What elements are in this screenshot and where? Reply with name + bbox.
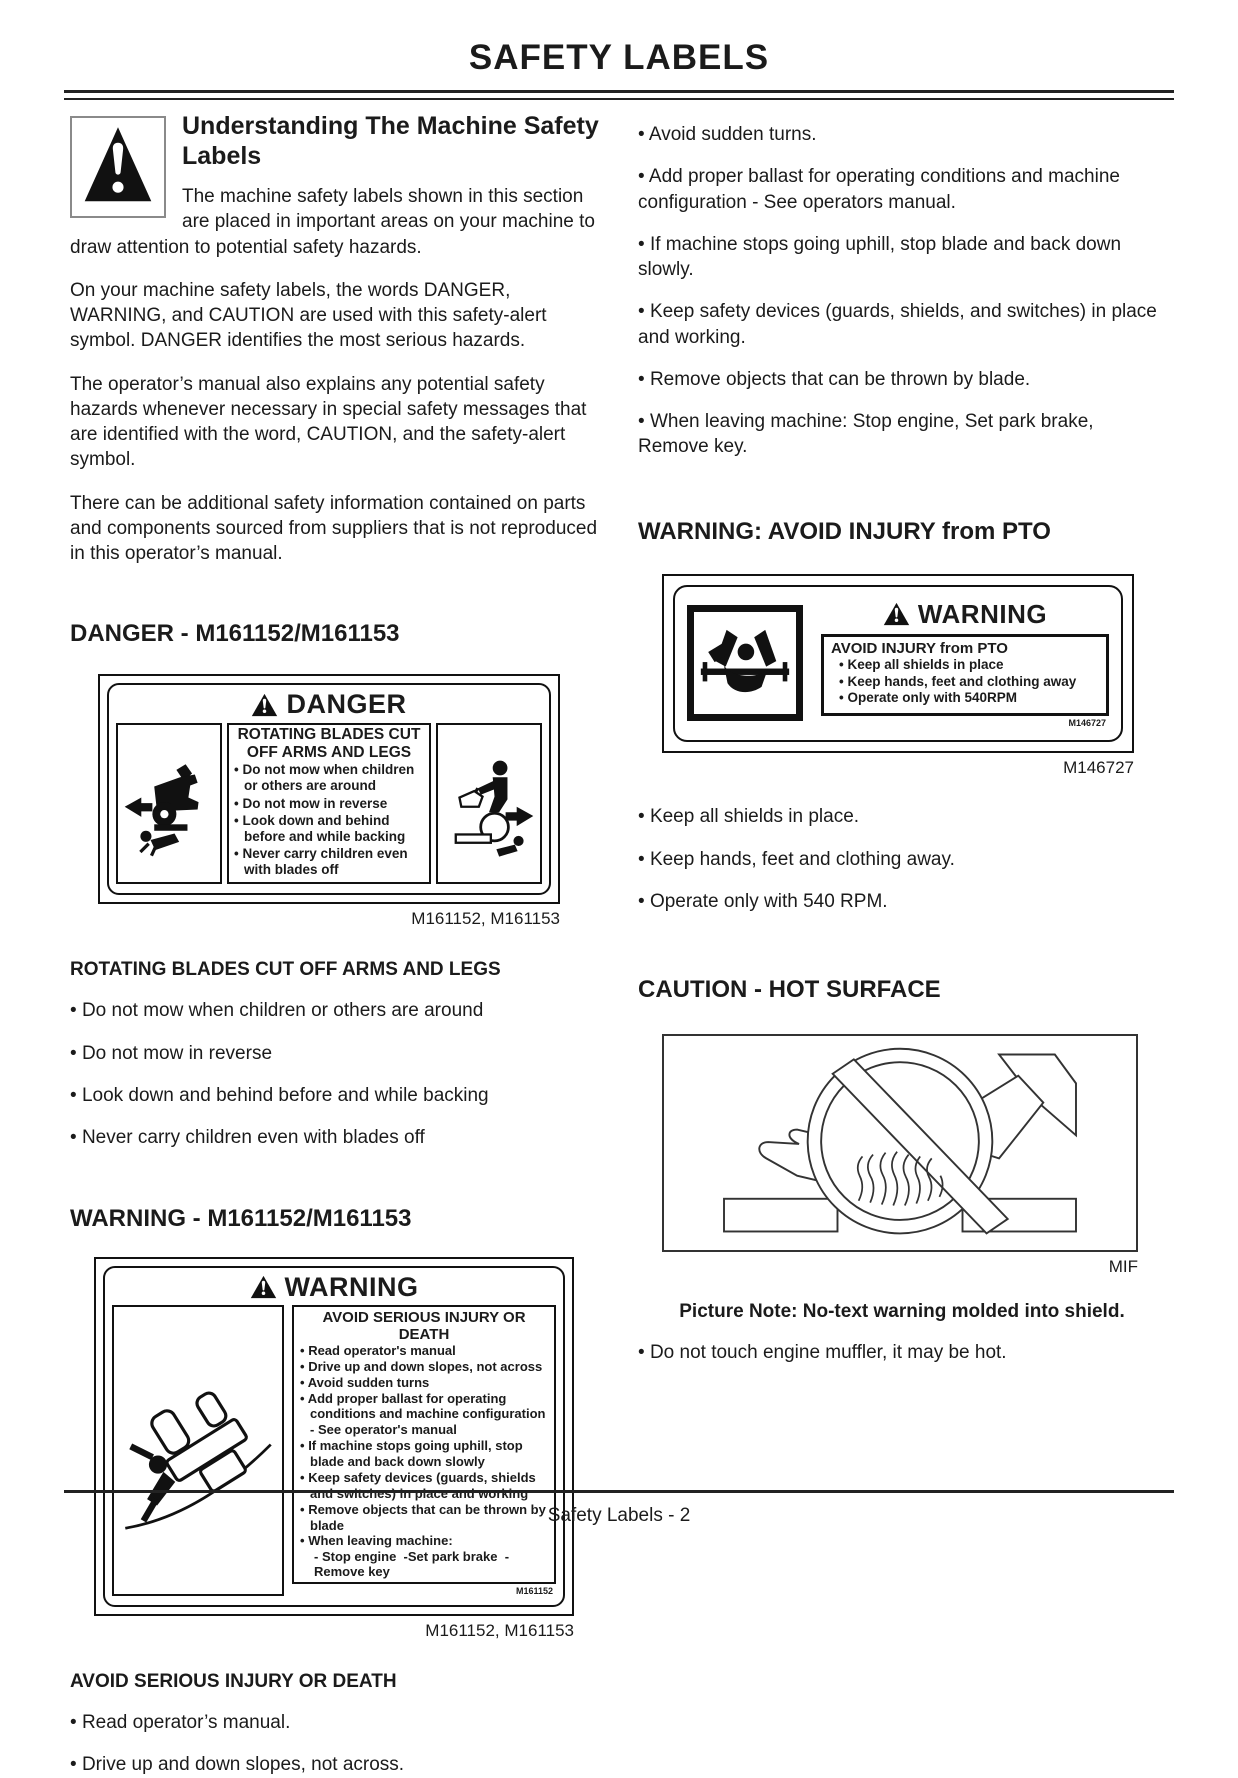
hot-surface-frame — [662, 1034, 1138, 1252]
danger-signal-word: DANGER — [286, 689, 407, 720]
pto-section-heading: WARNING: AVOID INJURY from PTO — [638, 517, 1051, 545]
left-arrow-icon — [125, 798, 153, 817]
pto-entanglement-pictogram — [699, 617, 791, 709]
operating-bullet: • Avoid sudden turns. — [638, 124, 817, 145]
operating-bullet: • When leaving machine: Stop engine, Set park brake, Remove key. — [638, 411, 1094, 458]
pto-label-bullet: • Operate only with 540RPM — [839, 690, 1018, 706]
pto-label-bullet: • Keep all shields in place — [839, 656, 1004, 672]
pto-label — [673, 585, 1123, 743]
warning-label-bullet: • Keep safety devices (guards, shields and switches) in place and working — [300, 1469, 536, 1501]
danger-bullet: • Do not mow when children or others are around — [70, 1000, 484, 1022]
intro-section — [70, 112, 604, 260]
warning-triangle-icon — [883, 602, 910, 626]
picture-note: Picture Note: No-text warning molded into shield. — [679, 1301, 1125, 1323]
title-rule — [64, 90, 1174, 100]
pto-entanglement-pictogram-box — [687, 605, 803, 721]
warning-label-title: AVOID SERIOUS INJURY OR DEATH — [322, 1308, 526, 1343]
warning-label-subline: - Stop engine -Set park brake - Remove key — [314, 1549, 513, 1580]
intro-paragraph-1: The machine safety labels shown in this section are placed in important areas on your machine to draw attention to potential safety hazards. — [70, 186, 595, 258]
operating-bullet: • Keep safety devices (guards, shields, and switches) in place and working. — [638, 301, 1157, 348]
danger-label — [107, 683, 551, 895]
hot-surface-caption: MIF — [1108, 1257, 1138, 1277]
warning-triangle-icon — [251, 693, 278, 717]
warning-label-text-wrap — [292, 1305, 556, 1597]
warning-label-bullet: • Read operator's manual — [300, 1343, 456, 1359]
intro-heading: Understanding The Machine Safety Labels — [182, 112, 599, 170]
danger-label-body — [116, 723, 542, 884]
safety-alert-icon — [81, 124, 155, 211]
danger-bullet: • Never carry children even with blades off — [70, 1127, 425, 1149]
safety-alert-symbol-box — [70, 116, 166, 218]
danger-section-heading: DANGER - M161152/M161153 — [70, 620, 400, 648]
two-column-layout — [0, 112, 1238, 1778]
danger-label-outer-border — [98, 674, 560, 904]
danger-label-caption: M161152, M161153 — [411, 909, 560, 929]
mower-backing-pictogram-box — [116, 723, 222, 884]
page-footer: Safety Labels - 2 — [547, 1505, 691, 1526]
danger-subheading: ROTATING BLADES CUT OFF ARMS AND LEGS — [70, 959, 501, 981]
pto-label-title: AVOID INJURY from PTO — [831, 639, 1008, 657]
tractor-tipping-pictogram-box — [112, 1305, 284, 1597]
danger-label-bullet: • Do not mow in reverse — [234, 795, 388, 811]
danger-bullet: • Look down and behind before and while backing — [70, 1085, 489, 1107]
pto-label-right — [821, 599, 1109, 729]
warning-label-part-number: M161152 — [515, 1586, 553, 1597]
warning-label-bullet: • Remove objects that can be thrown by blade — [300, 1501, 546, 1533]
warning-bullet: • Read operator’s manual. — [70, 1712, 291, 1734]
warning-triangle-icon — [250, 1275, 277, 1299]
pto-bullet: • Keep hands, feet and clothing away. — [638, 848, 955, 870]
danger-label-figure — [98, 674, 560, 929]
warning-label-caption: M161152, M161153 — [425, 1621, 574, 1641]
danger-label-title-line1: ROTATING BLADES CUT — [237, 726, 421, 744]
danger-label-title-line2: OFF ARMS AND LEGS — [246, 743, 412, 761]
danger-signal-row — [116, 689, 542, 720]
pto-signal-word: WARNING — [917, 598, 1048, 629]
danger-label-bullet: • Never carry children even with blades off — [234, 846, 408, 878]
pto-label-caption: M146727 — [1063, 758, 1134, 778]
intro-paragraph-3: The operator’s manual also explains any potential safety hazards whenever necessary in special safety messages that are identified with the word, CAUTION, and the safety-alert symbol. — [70, 373, 587, 471]
warning-section-heading: WARNING - M161152/M161153 — [70, 1204, 412, 1232]
pto-label-part-number: M146727 — [1068, 718, 1106, 729]
right-column — [638, 112, 1166, 1778]
page-title: SAFETY LABELS — [468, 38, 770, 77]
warning-subheading: AVOID SERIOUS INJURY OR DEATH — [70, 1671, 397, 1693]
danger-label-bullet: • Do not mow when children or others are around — [234, 762, 415, 794]
pto-bullet: • Operate only with 540 RPM. — [638, 890, 888, 912]
operating-bullet: • Remove objects that can be thrown by blade. — [638, 368, 1031, 390]
warning-label-bullet: • Add proper ballast for operating conditions and machine configuration - See operator's manual — [300, 1390, 546, 1438]
warning-signal-word: WARNING — [284, 1271, 419, 1302]
rider-child-pictogram-box — [436, 723, 542, 884]
warning-label-bullet: • Drive up and down slopes, not across — [300, 1358, 543, 1374]
rider-with-child-pictogram — [441, 748, 537, 860]
danger-label-text — [227, 723, 431, 884]
warning-label — [103, 1266, 565, 1608]
right-arrow-icon — [506, 807, 534, 826]
warning-label-body — [112, 1305, 556, 1597]
pto-signal-row — [821, 599, 1109, 630]
pto-label-figure — [662, 574, 1134, 779]
hot-surface-no-touch-art — [674, 1041, 1126, 1245]
danger-label-bullet: • Look down and behind before and while backing — [234, 812, 406, 844]
intro-paragraph-2: On your machine safety labels, the words DANGER, WARNING, and CAUTION are used with this safety-alert symbol. DANGER identifies the most serious hazards. — [70, 279, 547, 352]
operating-bullet: • Add proper ballast for operating conditions and machine configuration - See operators manual. — [638, 166, 1120, 213]
warning-signal-row — [112, 1272, 556, 1303]
warning-label-text — [292, 1305, 556, 1585]
pto-label-bullet-list — [831, 657, 1099, 708]
danger-label-bullet-list — [234, 762, 424, 878]
intro-paragraph-4: There can be additional safety information contained on parts and components sourced from suppliers that is not reproduced in this operator’s manual. — [70, 492, 598, 565]
warning-label-outer-border — [94, 1257, 574, 1617]
caution-bullet: • Do not touch engine muffler, it may be hot. — [638, 1342, 1007, 1364]
operating-bullet: • If machine stops going uphill, stop blade and back down slowly. — [638, 233, 1122, 281]
caution-section-heading: CAUTION - HOT SURFACE — [638, 976, 941, 1004]
pto-bullet: • Keep all shields in place. — [638, 806, 860, 828]
warning-label-bullet: • If machine stops going uphill, stop blade and back down slowly — [300, 1438, 523, 1470]
pto-label-outer-border — [662, 574, 1134, 754]
left-column — [70, 112, 604, 1778]
footer-rule — [64, 1490, 1174, 1493]
warning-label-figure — [94, 1257, 574, 1642]
warning-label-bullet: • When leaving machine: — [300, 1533, 453, 1549]
pto-label-bullet: • Keep hands, feet and clothing away — [839, 673, 1077, 689]
warning-bullet: • Drive up and down slopes, not across. — [70, 1754, 405, 1776]
hot-surface-figure — [662, 1034, 1138, 1277]
danger-bullet: • Do not mow in reverse — [70, 1042, 273, 1064]
pto-label-text — [821, 634, 1109, 717]
warning-label-bullet: • Avoid sudden turns — [300, 1374, 430, 1390]
mower-backing-over-child-pictogram — [121, 748, 217, 860]
